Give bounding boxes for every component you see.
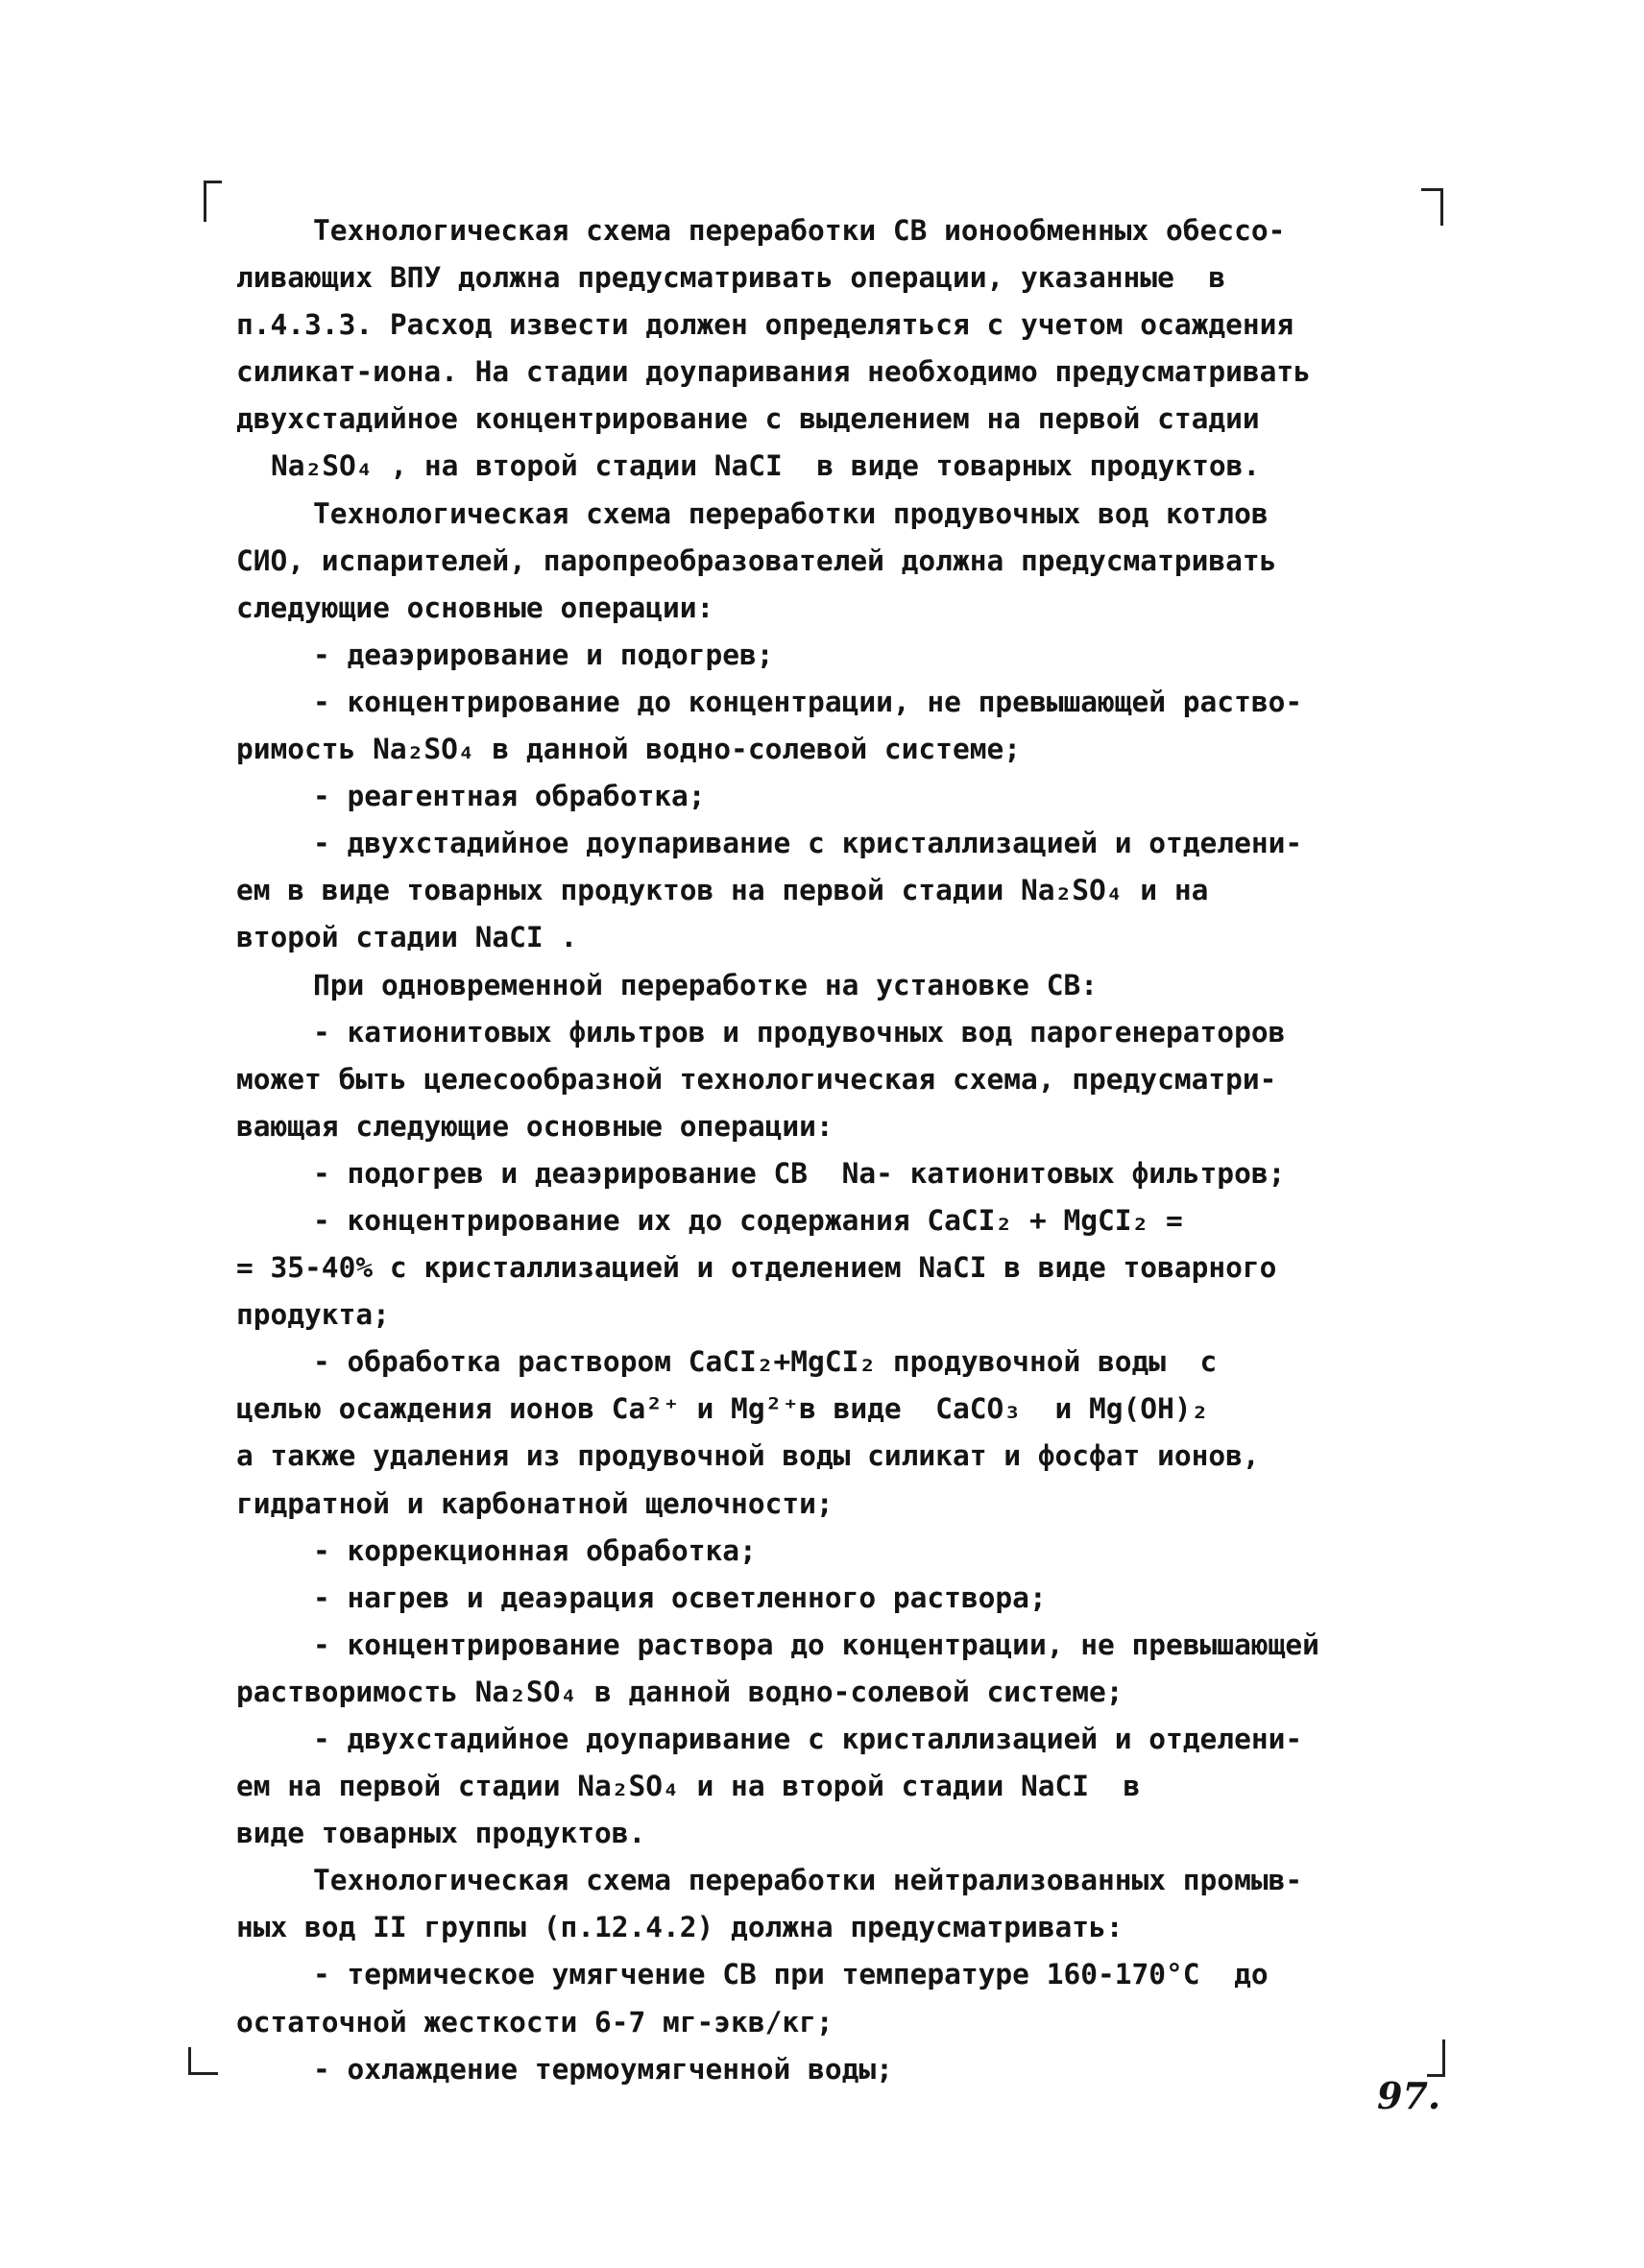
text-line: Технологическая схема переработки нейтрализованных промыв- xyxy=(313,1864,1303,1897)
text-line: - коррекционная обработка; xyxy=(313,1533,757,1567)
text-line: виде товарных продуктов. xyxy=(236,1817,646,1850)
text-line: - деаэрирование и подогрев; xyxy=(313,638,774,671)
bottom-left-corner-mark xyxy=(188,2047,218,2075)
text-line: римость Na₂SO₄ в данной водно-солевой системе; xyxy=(236,733,1021,766)
text-line: ливающих ВПУ должна предусматривать операции, указанные в xyxy=(236,261,1226,295)
text-line: - концентрирование раствора до концентрации, не превышающей xyxy=(313,1628,1319,1661)
text-line: остаточной жесткости 6-7 мг-экв/кг; xyxy=(236,2005,834,2039)
document-body xyxy=(236,207,1465,2093)
text-line: - реагентная обработка; xyxy=(313,780,706,813)
text-line: - подогрев и деаэрирование СВ Na- катионитовых фильтров; xyxy=(313,1156,1286,1190)
text-line: второй стадии NaCI . xyxy=(236,921,578,954)
text-line: может быть целесообразной технологическая схема, предусматри- xyxy=(236,1062,1277,1096)
text-line: СИО, испарителей, паропреобразователей должна предусматривать xyxy=(236,543,1277,577)
text-line: - двухстадийное доупаривание с кристаллизацией и отделени- xyxy=(313,827,1303,860)
text-line: целью осаждения ионов Ca²⁺ и Mg²⁺в виде CaCO₃ и Mg(OH)₂ xyxy=(236,1392,1209,1426)
text-line: двухстадийное концентрирование с выделением на первой стадии xyxy=(236,402,1260,436)
text-line: Технологическая схема переработки СВ ионообменных обессо- xyxy=(313,214,1286,247)
top-left-corner-mark xyxy=(204,181,222,222)
text-line: а также удаления из продувочной воды силикат и фосфат ионов, xyxy=(236,1439,1260,1473)
text-line: - концентрирование до концентрации, не превышающей раство- xyxy=(313,685,1303,718)
text-line: - нагрев и деаэрация осветленного раствора; xyxy=(313,1580,1047,1614)
text-line: - двухстадийное доупаривание с кристаллизацией и отделени- xyxy=(313,1723,1303,1755)
text-line: - термическое умягчение СВ при температуре 160-170°С до xyxy=(313,1958,1269,1991)
page-number: 97. xyxy=(1377,2074,1441,2117)
text-line: ем на первой стадии Na₂SO₄ и на второй стадии NaCI в xyxy=(236,1770,1141,1803)
text-line: Na₂SO₄ , на второй стадии NaCI в виде товарных продуктов. xyxy=(271,449,1261,483)
text-line: Технологическая схема переработки продувочных вод котлов xyxy=(313,496,1269,530)
text-line: вающая следующие основные операции: xyxy=(236,1109,834,1143)
text-line: При одновременной переработке на установке СВ: xyxy=(313,968,1098,1001)
text-line: ем в виде товарных продуктов на первой стадии Na₂SO₄ и на xyxy=(236,874,1209,907)
text-line: - обработка раствором CaCI₂+MgCI₂ продувочной воды с xyxy=(313,1345,1218,1379)
text-line: силикат-иона. На стадии доупаривания необходимо предусматривать xyxy=(236,355,1311,389)
text-line: следующие основные операции: xyxy=(236,591,714,624)
text-line: гидратной и карбонатной щелочности; xyxy=(236,1486,834,1520)
text-line: - охлаждение термоумягченной воды; xyxy=(313,2052,893,2086)
text-line: = 35-40% с кристаллизацией и отделением NaCI в виде товарного xyxy=(236,1251,1277,1285)
text-line: п.4.3.3. Расход извести должен определяться с учетом осаждения xyxy=(236,308,1294,342)
text-line: - концентрирование их до содержания CaCI₂ + MgCI₂ = xyxy=(313,1203,1183,1237)
text-line: продукта; xyxy=(236,1298,390,1332)
text-line: растворимость Na₂SO₄ в данной водно-солевой системе; xyxy=(236,1675,1124,1708)
text-line: ных вод II группы (п.12.4.2) должна предусматривать: xyxy=(236,1911,1124,1944)
text-line: - катионитовых фильтров и продувочных вод парогенераторов xyxy=(313,1015,1286,1049)
